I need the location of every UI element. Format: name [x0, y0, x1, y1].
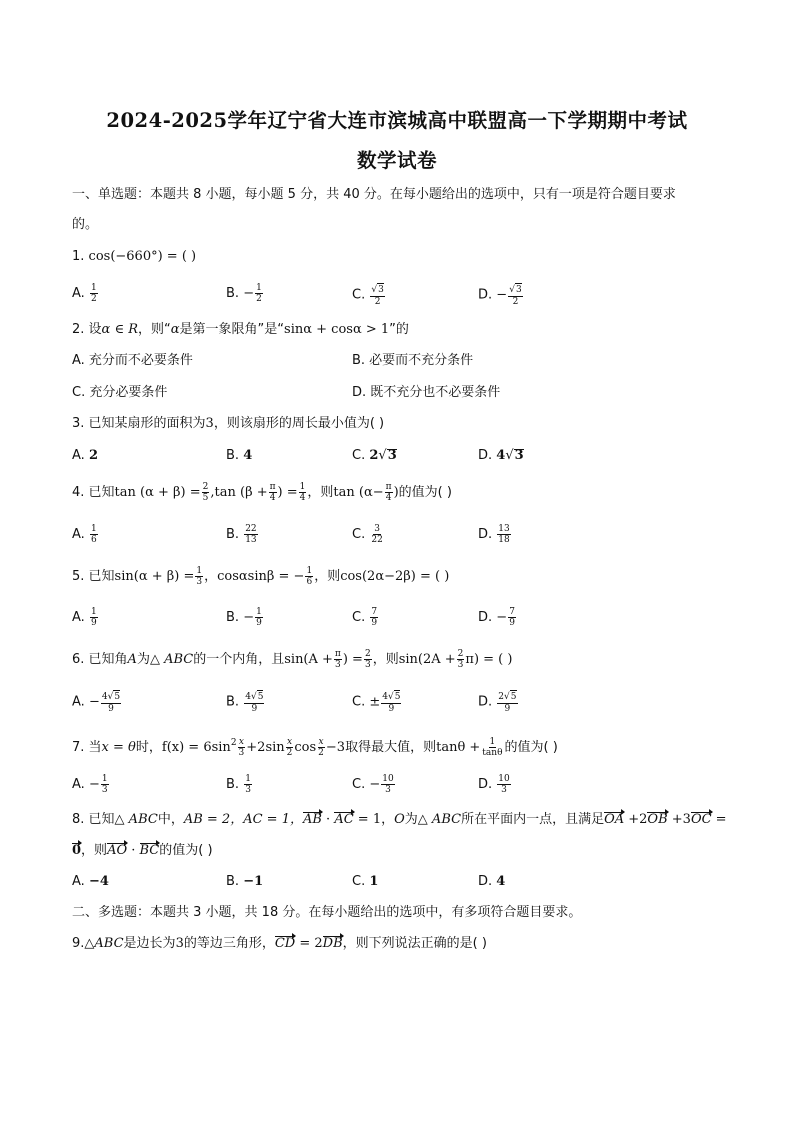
question-6-option-d: D. $\frac{2√5}{9}$	[478, 692, 517, 714]
exam-title: 2024-2025学年辽宁省大连市滨城高中联盟高一下学期期中考试	[106, 109, 688, 132]
question-4-option-d: D. $\frac{13}{18}$	[478, 524, 510, 545]
question-7-option-c: C. − $\frac{10}{3}$	[352, 774, 394, 795]
question-5-option-c: C. $\frac{7}{9}$	[352, 607, 378, 628]
question-7-option-d: D. $\frac{10}{3}$	[478, 774, 510, 795]
question-2-stem: 2. 设α ∈ R，则“α是第一象限角”是“sinα + cosα > 1”的	[72, 322, 409, 337]
question-3-option-b: B. 4	[226, 448, 253, 463]
section-heading-single-choice: 一、单选题：本题共 8 小题，每小题 5 分，共 40 分。在每小题给出的选项中，只有一项是符合题目要求	[72, 187, 676, 202]
question-8-option-c: C. 1	[352, 874, 379, 889]
question-3-stem: 3. 已知某扇形的面积为3，则该扇形的周长最小值为( )	[72, 416, 385, 431]
question-1-option-a: A. $\frac{1}{2}$	[72, 283, 97, 304]
question-8-option-a: A. −4	[72, 874, 109, 889]
question-6-stem: 6. 已知角A为△ ABC的一个内角，且sin(A + $\frac{\pi}{3}$ ) = $\frac{2}{3}$ ，则sin(2A + $\frac{2}{3}$ π) = ( )	[72, 649, 513, 670]
question-2-option-d: D. 既不充分也不必要条件	[352, 385, 501, 400]
question-7-option-a: A. − $\frac{1}{3}$	[72, 774, 108, 795]
question-5-option-d: D. − $\frac{7}{9}$	[478, 607, 515, 628]
question-8-stem-line-1: 8. 已知△ ABC中，AB = 2，AC = 1，AB · AC = 1，O为△ ABC所在平面内一点，且满足OA +2OB +3OC =	[72, 812, 727, 827]
question-4-option-b: B. $\frac{22}{13}$	[226, 524, 257, 545]
question-4-option-a: A. $\frac{1}{6}$	[72, 524, 97, 545]
question-8-stem-line-2: 0，则AO · BC的值为( )	[72, 843, 213, 858]
exam-subtitle: 数学试卷	[356, 149, 437, 172]
section-heading-continuation: 的。	[72, 217, 99, 232]
question-6-option-c: C. ± $\frac{4√5}{9}$	[352, 692, 401, 714]
question-1-option-b: B. − $\frac{1}{2}$	[226, 283, 262, 304]
question-1-option-d: D. − $\frac{√3}{2}$	[478, 285, 522, 307]
question-3-option-a: A. 2	[72, 448, 98, 463]
question-5-option-b: B. − $\frac{1}{9}$	[226, 607, 262, 628]
question-3-option-c: C. 2√3	[352, 448, 397, 463]
question-6-option-b: B. $\frac{4√5}{9}$	[226, 692, 264, 714]
question-2-option-b: B. 必要而不充分条件	[352, 353, 474, 368]
question-3-option-d: D. 4√3	[478, 448, 524, 463]
question-8-option-b: B. −1	[226, 874, 264, 889]
question-1-option-c: C. $\frac{√3}{2}$	[352, 285, 384, 307]
question-7-stem: 7. 当x = θ时，$f(x) = 6\sin^2$ $\frac{x}{3}$ +2sin $\frac{x}{2}$ cos $\frac{x}{2}$ −3取得最大值，则tanθ + $\frac{1}{\tan\theta}$ 的值为( )	[72, 737, 558, 758]
question-9-stem: 9.△ABC是边长为3的等边三角形，CD = 2DB，则下列说法正确的是( )	[72, 936, 487, 951]
question-8-option-d: D. 4	[478, 874, 506, 889]
question-2-option-c: C. 充分必要条件	[72, 385, 168, 400]
question-6-option-a: A. − $\frac{4√5}{9}$	[72, 692, 121, 714]
question-4-stem: 4. 已知tan (α + β) = $\frac{2}{5}$ ,tan (β + $\frac{\pi}{4}$ ) = $\frac{1}{4}$ ，则tan (α− $\frac{\pi}{4}$ )的值为( )	[72, 482, 452, 503]
question-1-stem: 1. cos(−660°) = ( )	[72, 249, 197, 264]
question-2-option-a: A. 充分而不必要条件	[72, 353, 193, 368]
section-heading-multiple-choice: 二、多选题：本题共 3 小题，共 18 分。在每小题给出的选项中，有多项符合题目要求。	[72, 905, 582, 920]
question-5-option-a: A. $\frac{1}{9}$	[72, 607, 97, 628]
question-4-option-c: C. $\frac{3}{22}$	[352, 524, 383, 545]
question-5-stem: 5. 已知sin(α + β) = $\frac{1}{3}$ ，cosαsinβ = − $\frac{1}{6}$ ，则cos(2α−2β) = ( )	[72, 566, 450, 587]
question-7-option-b: B. $\frac{1}{3}$	[226, 774, 251, 795]
